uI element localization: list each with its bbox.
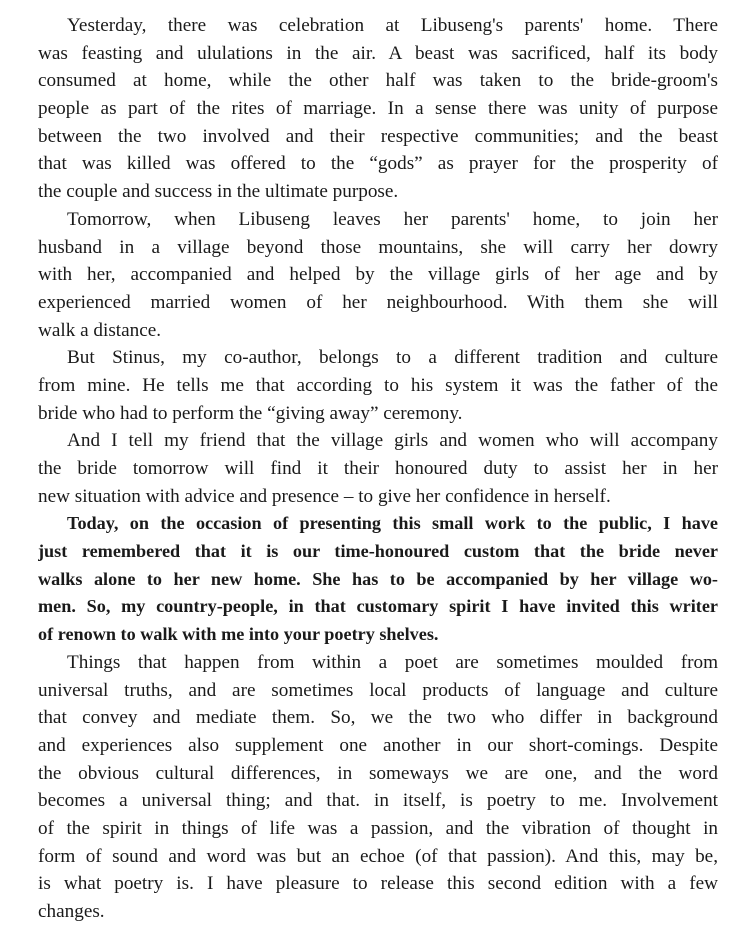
text-line: just remembered that it is our time-honoured custom that the bride never [38,541,718,562]
text-line: was feasting and ululations in the air. A beast was sacrificed, half its body [38,42,718,64]
paragraph-3 [38,344,718,427]
text-line: that convey and mediate them. So, we the two who differ in background [38,707,718,729]
text-line: becomes a universal thing; and that. in itself, is poetry to me. Involvement [38,790,718,812]
text-line: men. So, my country-people, in that customary spirit I have invited this writer [38,596,718,617]
text-line: people as part of the rites of marriage. In a sense there was unity of purpose [38,98,718,120]
text-line: between the two involved and their respective communities; and the beast [38,125,718,147]
text-line: with her, accompanied and helped by the village girls of her age and by [38,264,718,286]
text-line: new situation with advice and presence – to give her confidence in herself. [38,485,611,507]
text-line: And I tell my friend that the village girls and women who will accompany [67,430,718,452]
text-line: husband in a village beyond those mountains, she will carry her dowry [38,236,718,258]
text-line: consumed at home, while the other half was taken to the bride-groom's [38,70,718,92]
paragraph-5-bold [38,510,718,648]
text-line: Things that happen from within a poet are sometimes moulded from [67,651,718,673]
text-line: that was killed was offered to the “gods” as prayer for the prosperity of [38,153,718,175]
text-line: But Stinus, my co-author, belongs to a different tradition and culture [67,347,718,369]
paragraph-6 [38,649,718,926]
text-line: from mine. He tells me that according to his system it was the father of the [38,374,718,396]
text-line: the couple and success in the ultimate purpose. [38,181,399,203]
paragraph-2 [38,206,718,344]
text-line: universal truths, and are sometimes local products of language and culture [38,679,718,701]
text-line: walks alone to her new home. She has to be accompanied by her village wo- [38,568,718,589]
text-line: is what poetry is. I have pleasure to release this second edition with a few [38,873,718,895]
text-line: of the spirit in things of life was a passion, and the vibration of thought in [38,817,718,839]
text-line: the obvious cultural differences, in someways we are one, and the word [38,762,718,784]
text-line: the bride tomorrow will find it their honoured duty to assist her in her [38,458,718,479]
paragraph-1 [38,12,718,206]
text-line: Today, on the occasion of presenting this small work to the public, I have [67,513,718,534]
text-line: walk a distance. [38,319,162,341]
text-line: changes. [38,901,105,922]
text-line: and experiences also supplement one another in our short-comings. Despite [38,734,718,756]
text-line: form of sound and word was but an echoe (of that passion). And this, may be, [38,845,718,867]
text-line: Tomorrow, when Libuseng leaves her parents' home, to join her [67,208,718,230]
text-line: of renown to walk with me into your poetry shelves. [38,624,439,645]
text-line: experienced married women of her neighbourhood. With them she will [38,291,718,313]
text-line: bride who had to perform the “giving away” ceremony. [38,402,463,424]
text-line: Yesterday, there was celebration at Libuseng's parents' home. There [67,15,718,36]
paragraph-4 [38,427,718,510]
